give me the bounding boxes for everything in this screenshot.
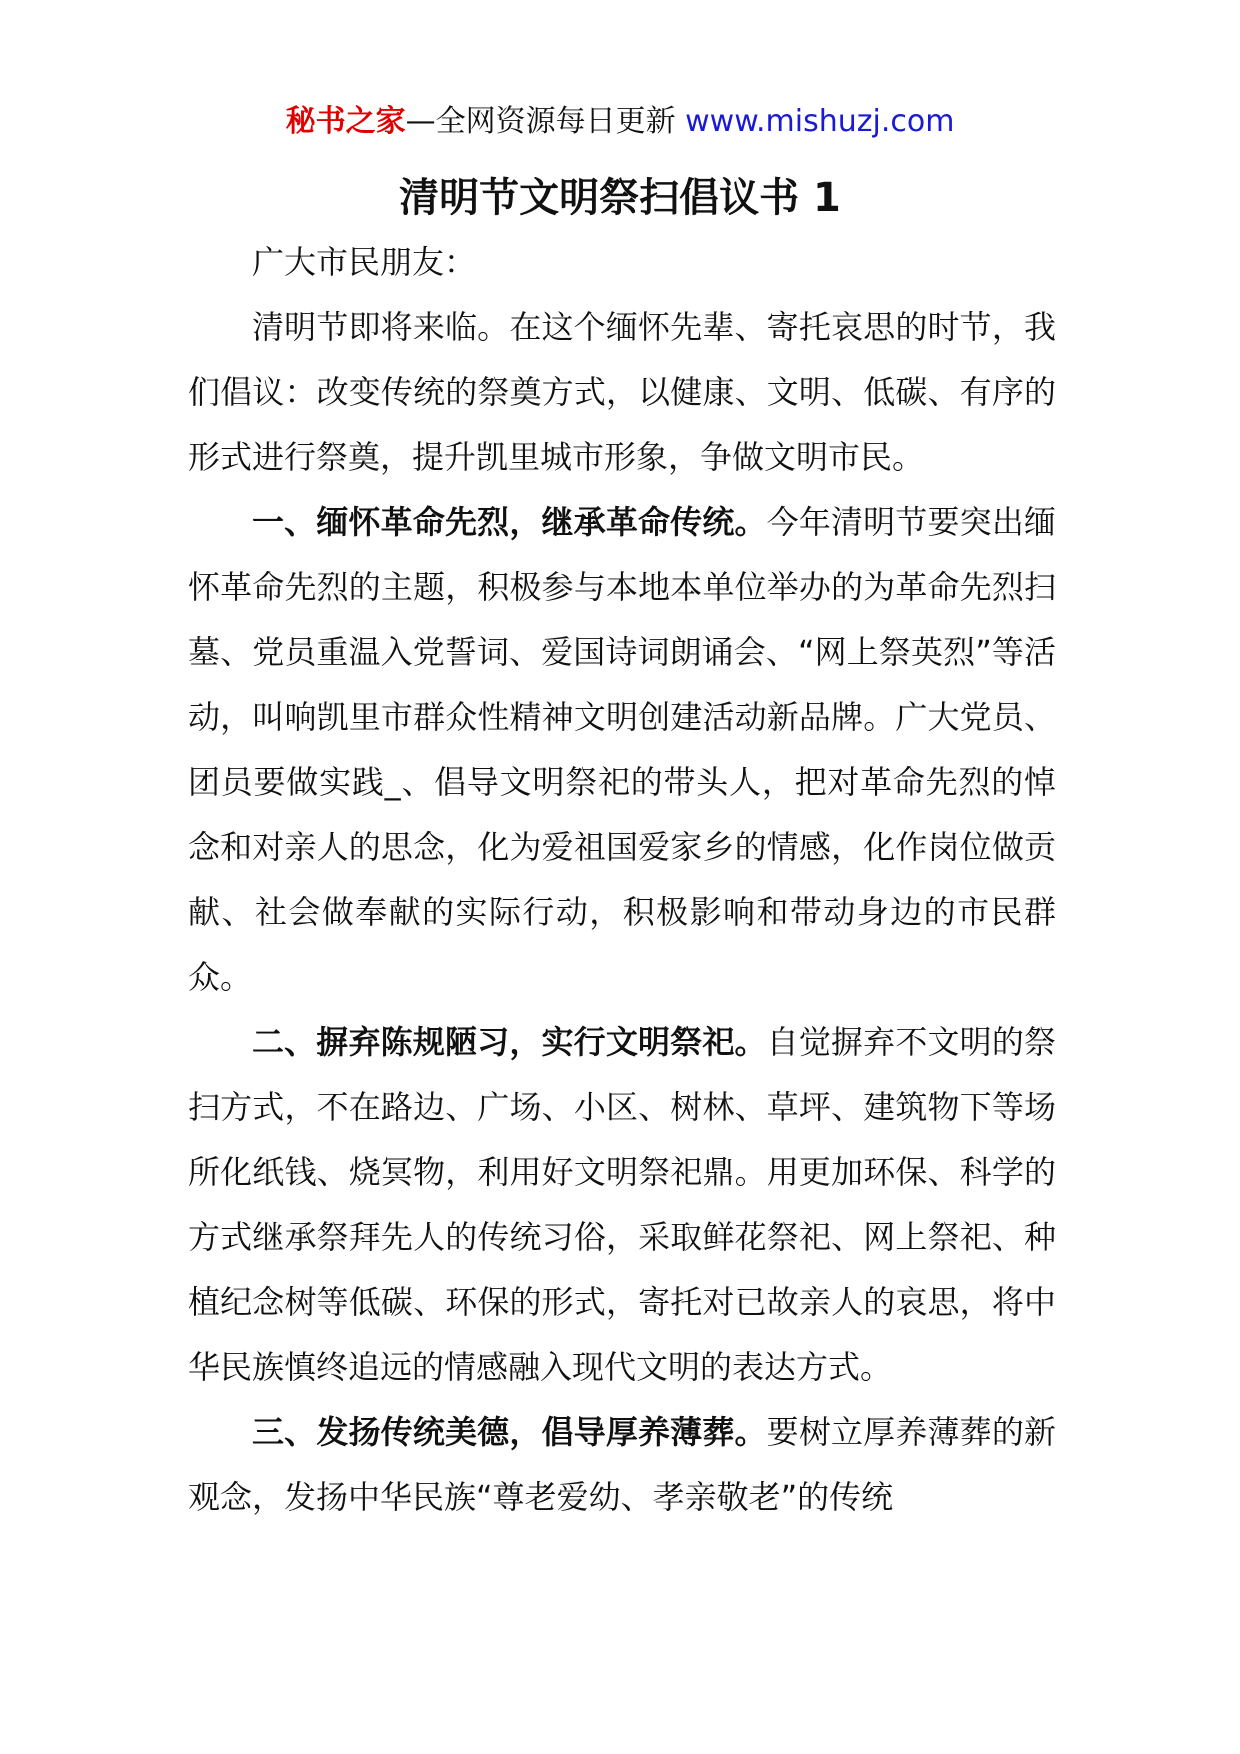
intro-paragraph: 清明节即将来临。在这个缅怀先辈、寄托哀思的时节，我们倡议：改变传统的祭奠方式，以健康、文明、低碳、有序的形式进行祭奠，提升凯里城市形象，争做文明市民。: [188, 308, 1056, 476]
section-heading-2: 二、摒弃陈规陋习，实行文明祭祀。: [252, 1023, 767, 1061]
section-heading-3: 三、发扬传统美德，倡导厚养薄葬。: [252, 1413, 767, 1451]
site-brand: 秘书之家: [285, 104, 406, 139]
section-text-1: 今年清明节要突出缅怀革命先烈的主题，积极参与本地本单位举办的为革命先烈扫墓、党员重温入党誓词、爱国诗词朗诵会、“网上祭英烈”等活动，叫响凯里市群众性精神文明创建活动新品牌。广大党员、团员要做实践_、倡导文明祭祀的带头人，把对革命先烈的悼念和对亲人的思念，化为爱祖国爱家乡的情感，化作岗位做贡献、社会做奉献的实际行动，积极影响和带动身边的市民群众。: [188, 503, 1056, 996]
greeting: 广大市民朋友：: [252, 243, 477, 281]
section-heading-1: 一、缅怀革命先烈，继承革命传统。: [252, 503, 767, 541]
section-text-2: 自觉摒弃不文明的祭扫方式，不在路边、广场、小区、树林、草坪、建筑物下等场所化纸钱、烧冥物，利用好文明祭祀鼎。用更加环保、科学的方式继承祭拜先人的传统习俗，采取鲜花祭祀、网上祭祀、种植纪念树等低碳、环保的形式，寄托对已故亲人的哀思，将中华民族慎终追远的情感融入现代文明的表达方式。: [188, 1023, 1056, 1386]
section-paragraph-2: [188, 1010, 1056, 1400]
section-paragraph-3: [188, 1400, 1056, 1530]
section-paragraph-1: [188, 490, 1056, 1010]
site-url-link[interactable]: www.mishuzj.com: [685, 104, 955, 139]
document-title: 清明节文明祭扫倡议书 1: [399, 175, 841, 221]
document-body: [188, 230, 1056, 1530]
site-header: [0, 100, 1240, 144]
section-text-3: 要树立厚养薄葬的新观念，发扬中华民族“尊老爱幼、孝亲敬老”的传统: [188, 1413, 1056, 1516]
site-slogan: —全网资源每日更新: [405, 104, 686, 139]
